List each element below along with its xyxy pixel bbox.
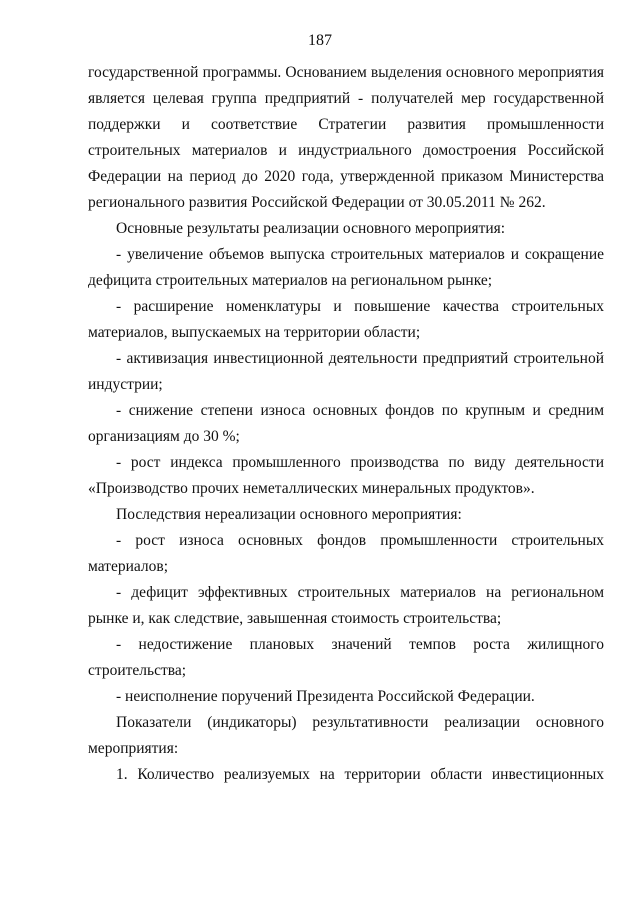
paragraph-consequences-heading: Последствия нереализации основного мероприятия: <box>116 506 462 523</box>
list-item-result-3: - активизация инвестиционной деятельности предприятий строительной индустрии; <box>88 350 604 393</box>
paragraph-results-heading: Основные результаты реализации основного мероприятия: <box>116 220 506 237</box>
list-item-result-2: - расширение номенклатуры и повышение качества строительных материалов, выпускаемых на территории области; <box>88 298 604 341</box>
list-item-consequence-4: - неисполнение поручений Президента Российской Федерации. <box>116 688 535 705</box>
paragraph-indicators-heading: Показатели (индикаторы) результативности реализации основного мероприятия: <box>88 714 604 757</box>
list-item-consequence-3: - недостижение плановых значений темпов роста жилищного строительства; <box>88 636 604 679</box>
list-item-consequence-2: - дефицит эффективных строительных материалов на региональном рынке и, как следствие, завышенная стоимость строительства; <box>88 584 604 627</box>
list-item-indicator-1: 1. Количество реализуемых на территории области инвестиционных <box>116 766 604 783</box>
list-item-consequence-1: - рост износа основных фондов промышленности строительных материалов; <box>88 532 604 575</box>
page-number: 187 <box>308 32 332 49</box>
list-item-result-4: - снижение степени износа основных фондов по крупным и средним организациям до 30 %; <box>88 402 604 445</box>
paragraph-program-basis: государственной программы. Основанием выделения основного мероприятия является целевая группа предприятий - получателей мер государственной поддержки и соответствие Стратегии развития промышленности строительных материалов и индустриального домостроения Российской Федерации на период до 2020 года, утвержденной приказом Министерства регионального развития Российской Федерации от 30.05.2011 № 262. <box>88 64 604 211</box>
document-body <box>88 60 604 788</box>
list-item-result-5: - рост индекса промышленного производства по виду деятельности «Производство прочих неметаллических минеральных продуктов». <box>88 454 604 497</box>
list-item-result-1: - увеличение объемов выпуска строительных материалов и сокращение дефицита строительных материалов на региональном рынке; <box>88 246 604 289</box>
